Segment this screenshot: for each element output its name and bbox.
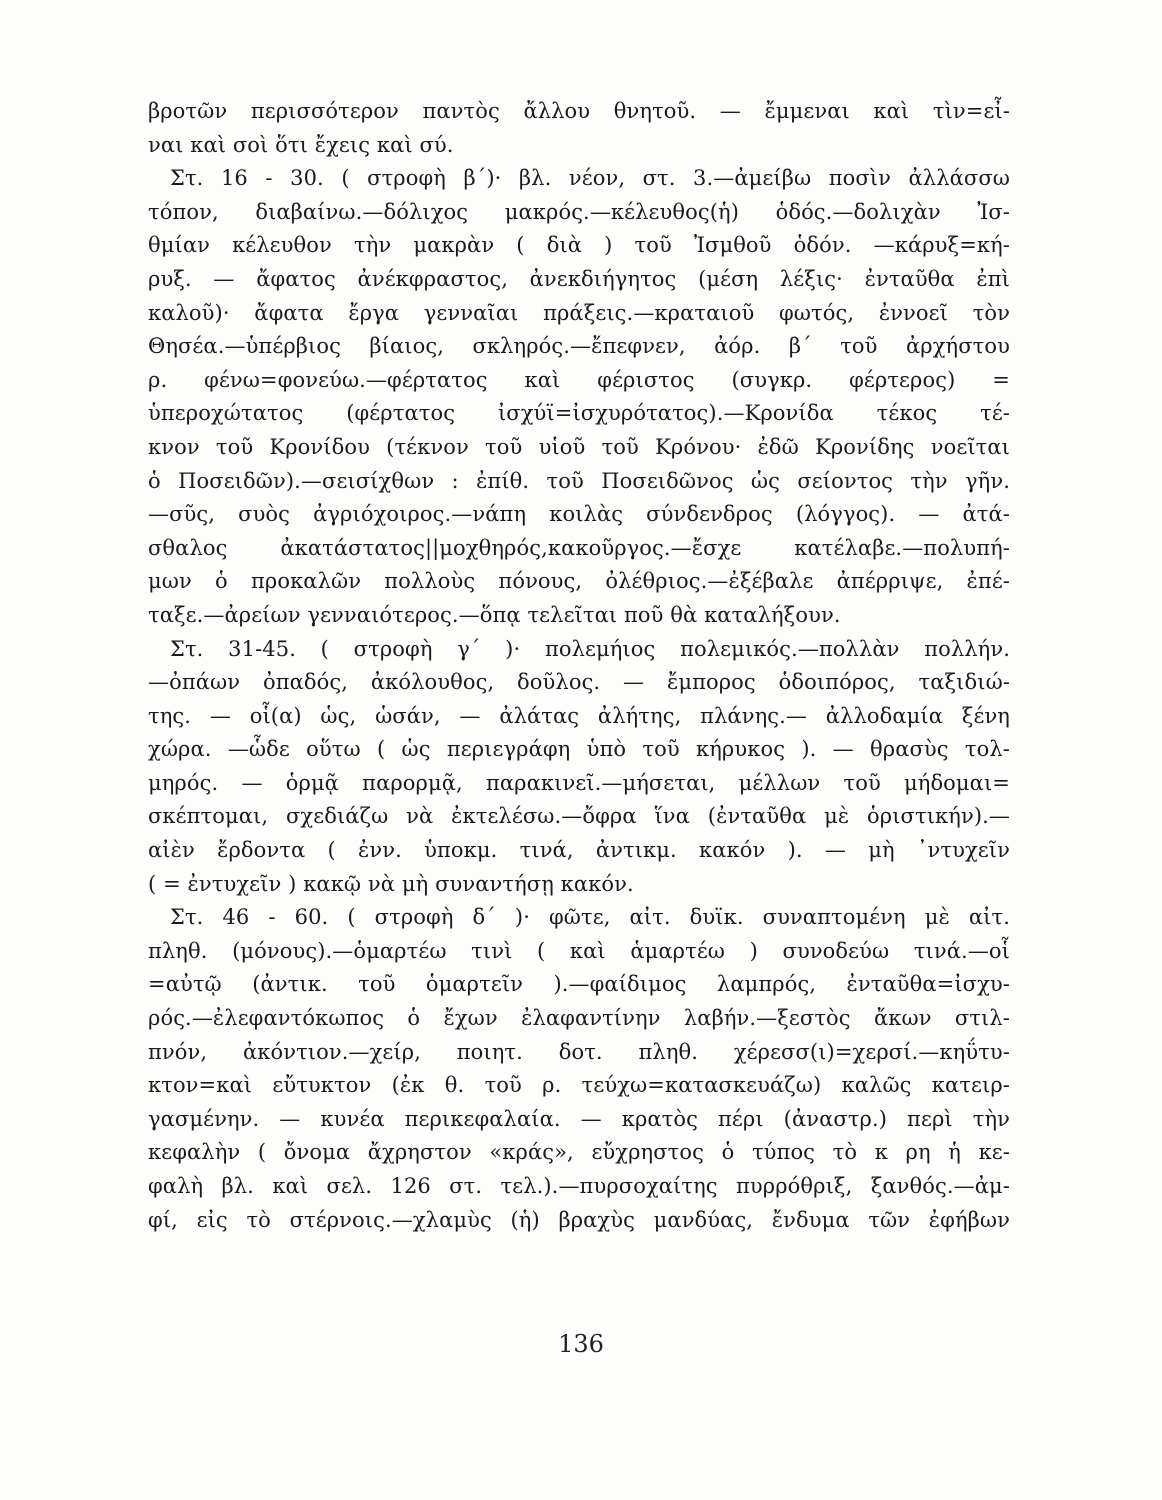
section-heading-line: Στ. 31-45. ( στροφὴ γ΄ )· πολεμήιος πολεμικός.—πολλὰν πολλήν. bbox=[170, 636, 1010, 661]
text-line: χώρα. —ὧδε οὕτω ( ὡς περιεγράφη ὑπὸ τοῦ κήρυκος ). — θρασὺς τολ- bbox=[148, 737, 1010, 762]
text-line: γασμένην. — κυνέα περικεφαλαία. — κρατὸς πέρι (ἀναστρ.) περὶ τὴν bbox=[148, 1106, 1010, 1131]
text-line: —ὀπάων ὀπαδός, ἀκόλουθος, δοῦλος. — ἔμπορος ὁδοιπόρος, ταξιδιώ- bbox=[148, 670, 1010, 695]
text-line: —σῦς, συὸς ἀγριόχοιρος.—νάπη κοιλὰς σύνδενδρος (λόγγος). — ἀτά- bbox=[148, 502, 1010, 527]
text-line: βροτῶν περισσότερον παντὸς ἄλλου θνητοῦ. — ἔμμεναι καὶ τὶν=εἶ- bbox=[148, 99, 1010, 123]
section-heading-line: Στ. 46 - 60. ( στροφὴ δ΄ )· φῶτε, αἰτ. δυϊκ. συναπτομένη μὲ αἰτ. bbox=[170, 905, 1010, 930]
text-line: κεφαλὴν ( ὄνομα ἄχρηστον «κράς», εὔχρηστος ὁ τύπος τὸ κ ρη ἡ κε- bbox=[148, 1140, 1010, 1165]
text-line: φί, εἰς τὸ στέρνοις.—χλαμὺς (ἡ) βραχὺς μανδύας, ἔνδυμα τῶν ἐφήβων bbox=[148, 1207, 1010, 1232]
section-heading-line: Στ. 16 - 30. ( στροφὴ β΄)· βλ. νέον, στ. 3.—ἀμείβω ποσὶν ἀλλάσσω bbox=[170, 166, 1010, 191]
text-line: ὑπεροχώτατος (φέρτατος ἰσχύϊ=ἰσχυρότατος).—Κρονίδα τέκος τέ- bbox=[148, 401, 1010, 426]
text-line: ὁ Ποσειδῶν).—σεισίχθων : ἐπίθ. τοῦ Ποσειδῶνος ὡς σείοντος τὴν γῆν. bbox=[148, 468, 1010, 493]
page-number: 136 bbox=[558, 1330, 604, 1358]
text-line: ( = ἐντυχεῖν ) κακῷ νὰ μὴ συναντήσῃ κακόν. bbox=[148, 871, 634, 896]
text-line: αἰὲν ἔρδοντα ( ἐνν. ὑποκμ. τινά, ἀντικμ. κακόν ). — μὴ ᾿ντυχεῖν bbox=[148, 838, 1010, 863]
text-line: ταξε.—ἀρείων γενναιότερος.—ὅπᾳ τελεῖται ποῦ θὰ καταλήξουν. bbox=[148, 602, 841, 627]
text-line: πνόν, ἀκόντιον.—χείρ, ποιητ. δοτ. πληθ. χέρεσσ(ι)=χερσί.—κηΰτυ- bbox=[148, 1039, 1010, 1064]
text-line: κνον τοῦ Κρονίδου (τέκνον τοῦ υἱοῦ τοῦ Κρόνου· ἐδῶ Κρονίδης νοεῖται bbox=[148, 434, 1010, 459]
text-line: =αὐτῷ (ἀντικ. τοῦ ὁμαρτεῖν ).—φαίδιμος λαμπρός, ἐνταῦθα=ἰσχυ- bbox=[148, 972, 1010, 997]
text-line: τόπον, διαβαίνω.—δόλιχος μακρός.—κέλευθος(ἡ) ὁδός.—δολιχὰν Ἰσ- bbox=[148, 199, 1010, 224]
text-line: ναι καὶ σοὶ ὅτι ἔχεις καὶ σύ. bbox=[148, 132, 454, 157]
text-line: ρός.—ἐλεφαντόκωπος ὁ ἔχων ἐλαφαντίνην λαβήν.—ξεστὸς ἄκων στιλ- bbox=[148, 1006, 1010, 1031]
text-line: μηρός. — ὁρμᾷ παρορμᾷ, παρακινεῖ.—μήσεται, μέλλων τοῦ μήδομαι= bbox=[148, 770, 1010, 795]
text-line: σθαλος ἀκατάστατος||μοχθηρός,κακοῦργος.—ἔσχε κατέλαβε.—πολυπή- bbox=[148, 535, 1010, 560]
commentary-text bbox=[148, 95, 1010, 1237]
text-line: σκέπτομαι, σχεδιάζω νὰ ἐκτελέσω.—ὄφρα ἵνα (ἐνταῦθα μὲ ὁριστικήν).— bbox=[148, 804, 1010, 829]
text-line: ρυξ. — ἄφατος ἀνέκφραστος, ἀνεκδιήγητος (μέση λέξις· ἐνταῦθα ἐπὶ bbox=[148, 266, 1010, 291]
text-line: καλοῦ)· ἄφατα ἔργα γενναῖαι πράξεις.—κραταιοῦ φωτός, ἐννοεῖ τὸν bbox=[148, 300, 1010, 325]
text-line: ρ. φένω=φονεύω.—φέρτατος καὶ φέριστος (συγκρ. φέρτερος) = bbox=[148, 367, 1010, 392]
text-line: κτον=καὶ εὔτυκτον (ἐκ θ. τοῦ ρ. τεύχω=κατασκευάζω) καλῶς κατειρ- bbox=[148, 1073, 1010, 1098]
text-line: Θησέα.—ὑπέρβιος βίαιος, σκληρός.—ἔπεφνεν, ἀόρ. β΄ τοῦ ἀρχήστου bbox=[148, 334, 1010, 359]
text-line: της. — οἷ(α) ὡς, ὡσάν, — ἀλάτας ἀλήτης, πλάνης.— ἀλλοδαμία ξένη bbox=[148, 703, 1010, 728]
text-line: μων ὁ προκαλῶν πολλοὺς πόνους, ὀλέθριος.—ἐξέβαλε ἀπέρριψε, ἐπέ- bbox=[148, 569, 1010, 594]
text-line: θμίαν κέλευθον τὴν μακρὰν ( διὰ ) τοῦ Ἰσμθοῦ ὁδόν. —κάρυξ=κή- bbox=[148, 233, 1010, 258]
text-line: πληθ. (μόνους).—ὁμαρτέω τινὶ ( καὶ ἁμαρτέω ) συνοδεύω τινά.—οἷ bbox=[148, 938, 1010, 963]
text-line: φαλὴ βλ. καὶ σελ. 126 στ. τελ.).—πυρσοχαίτης πυρρόθριξ, ξανθός.—ἀμ- bbox=[148, 1174, 1010, 1198]
